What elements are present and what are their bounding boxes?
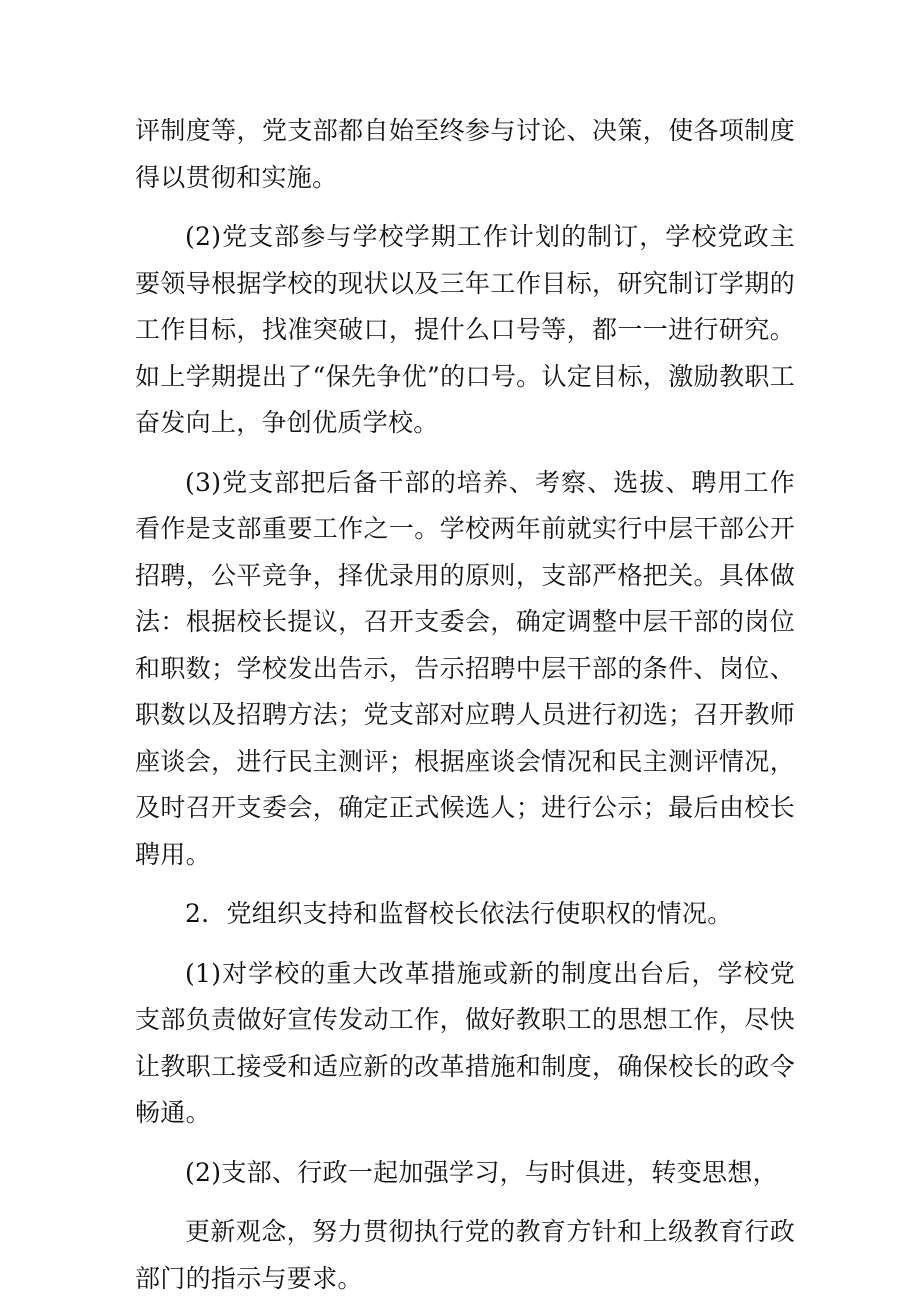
paragraph-3: (3)党支部把后备干部的培养、考察、选拔、聘用工作看作是支部重要工作之一。学校两年前就实行中层干部公开招聘，公平竞争，择优录用的原则，支部严格把关。具体做法：根据校长提议，召开支委会，确定调整中层干部的岗位和职数；学校发出告示，告示招聘中层干部的条件、岗位、职数以及招聘方法；党支部对应聘人员进行初选；召开教师座谈会，进行民主测评；根据座谈会情况和民主测评情况，及时召开支委会，确定正式候选人；进行公示；最后由校长聘用。	[135, 467, 795, 869]
paragraph-5: (1)对学校的重大改革措施或新的制度出台后，学校党支部负责做好宣传发动工作，做好教职工的思想工作，尽快让教职工接受和适应新的改革措施和制度，确保校长的政令畅通。	[135, 958, 795, 1127]
paragraph-1: 评制度等，党支部都自始至终参与讨论、决策，使各项制度得以贯彻和实施。	[135, 116, 795, 192]
document-body	[135, 108, 795, 1315]
paragraph-2: (2)党支部参与学校学期工作计划的制订，学校党政主要领导根据学校的现状以及三年工作目标，研究制订学期的工作目标，找准突破口，提什么口号等，都一一进行研究。如上学期提出了“保先争优”的口号。认定目标，激励教职工奋发向上，争创优质学校。	[135, 222, 795, 437]
paragraph-4: 2．党组织支持和监督校长依法行使职权的情况。	[185, 899, 733, 928]
paragraph-7: 更新观念，努力贯彻执行党的教育方针和上级教育行政部门的指示与要求。	[135, 1217, 795, 1293]
paragraph-6: (2)支部、行政一起加强学习，与时俱进，转变思想，	[185, 1157, 778, 1187]
